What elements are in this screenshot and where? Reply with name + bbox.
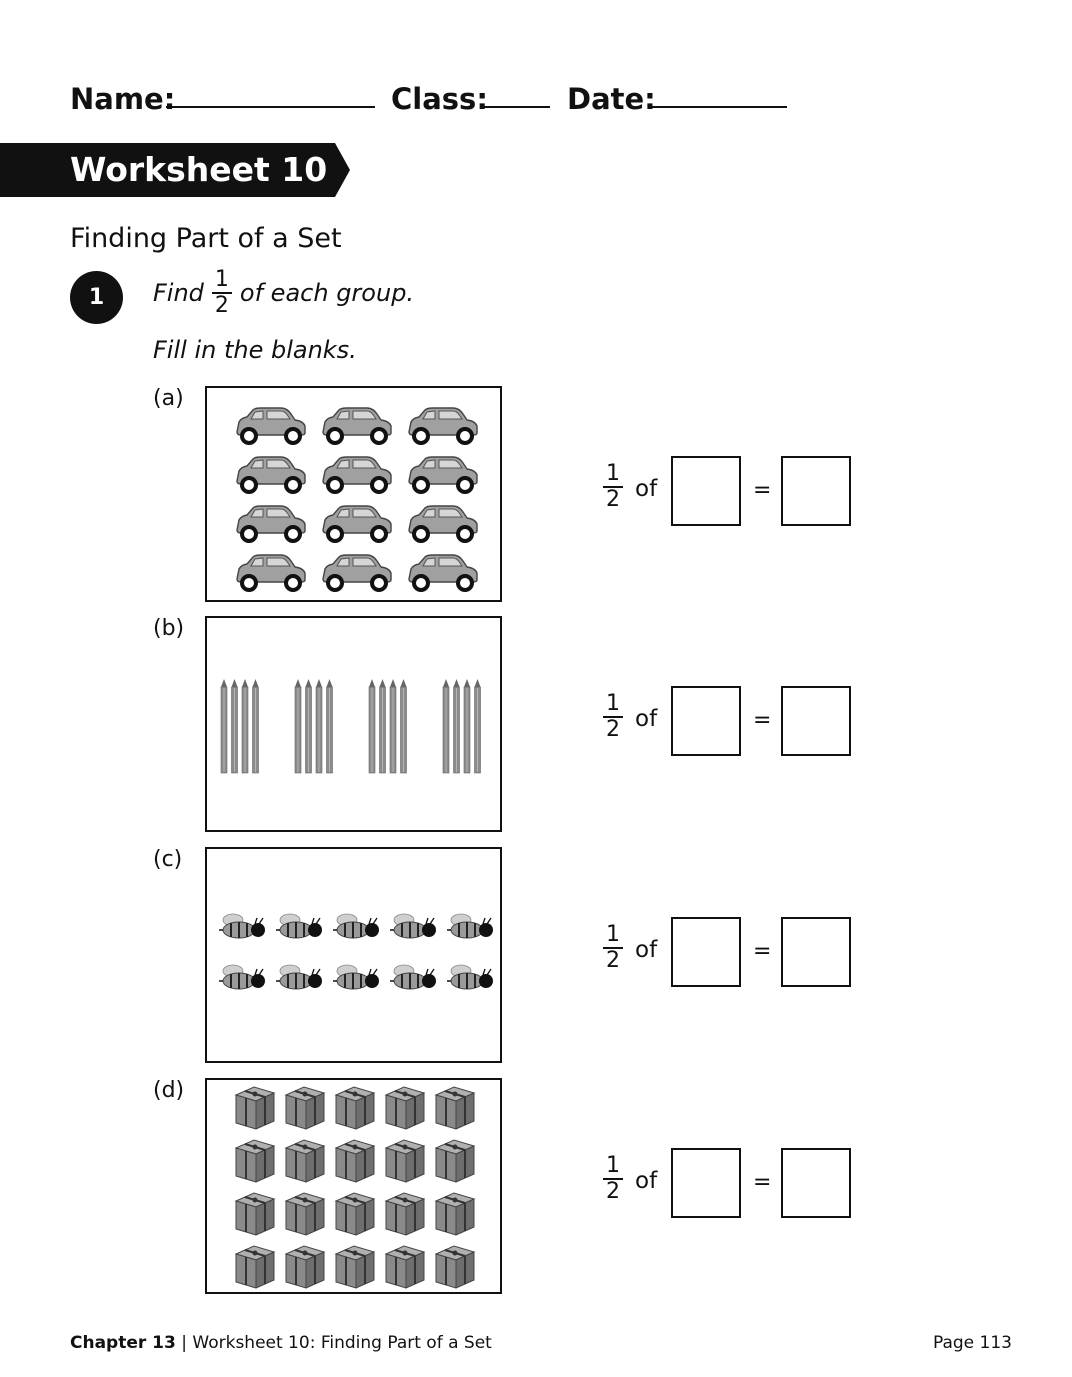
- half-fraction: [603, 923, 623, 973]
- picture-box-gift-box: [205, 1078, 502, 1294]
- half-answer-box[interactable]: [781, 456, 851, 526]
- bee-4: [390, 914, 436, 938]
- pencil-13: [443, 679, 449, 773]
- worksheet-banner: [0, 143, 335, 197]
- car-2: [323, 408, 391, 443]
- fraction-numerator: 1: [603, 923, 623, 949]
- name-field[interactable]: [166, 106, 375, 108]
- half-answer-box[interactable]: [781, 1148, 851, 1218]
- car-6: [409, 457, 477, 492]
- gift-box-15: [436, 1193, 474, 1235]
- of-word: of: [635, 1168, 658, 1194]
- car-7: [237, 506, 305, 541]
- pencil-1: [221, 679, 227, 773]
- date-field[interactable]: [649, 106, 787, 108]
- bee-group: [207, 849, 500, 1061]
- gift-box-group: [207, 1080, 500, 1292]
- part-label: (c): [153, 847, 183, 872]
- pencil-6: [306, 679, 312, 773]
- half-fraction: [603, 462, 623, 512]
- equals-sign: =: [753, 1170, 772, 1195]
- car-5: [323, 457, 391, 492]
- part-label: (d): [153, 1078, 185, 1103]
- bee-8: [333, 965, 379, 989]
- of-word: of: [635, 937, 658, 963]
- fraction-denominator: 2: [606, 717, 620, 742]
- part-label: (a): [153, 386, 184, 411]
- car-group: [207, 388, 500, 600]
- total-answer-box[interactable]: [671, 456, 741, 526]
- total-answer-box[interactable]: [671, 686, 741, 756]
- find-word: Find: [153, 279, 204, 307]
- car-9: [409, 506, 477, 541]
- bee-3: [333, 914, 379, 938]
- car-1: [237, 408, 305, 443]
- class-field[interactable]: [480, 106, 550, 108]
- gift-box-13: [336, 1193, 374, 1235]
- footer-separator: |: [181, 1333, 187, 1353]
- question-instruction-2: Fill in the blanks.: [153, 336, 357, 364]
- fraction-denominator: 2: [606, 1179, 620, 1204]
- gift-box-18: [336, 1246, 374, 1288]
- pencil-11: [390, 679, 396, 773]
- gift-box-10: [436, 1140, 474, 1182]
- question-instruction: [153, 268, 414, 318]
- gift-box-11: [236, 1193, 274, 1235]
- bee-1: [219, 914, 265, 938]
- half-answer-box[interactable]: [781, 917, 851, 987]
- gift-box-12: [286, 1193, 324, 1235]
- class-label: Class:: [391, 82, 488, 116]
- bee-5: [447, 914, 493, 938]
- picture-box-pencil: [205, 616, 502, 832]
- pencil-10: [380, 679, 386, 773]
- of-word: of: [635, 706, 658, 732]
- total-answer-box[interactable]: [671, 1148, 741, 1218]
- pencil-4: [253, 679, 259, 773]
- name-label: Name:: [70, 82, 176, 116]
- gift-box-16: [236, 1246, 274, 1288]
- car-10: [237, 555, 305, 590]
- date-label: Date:: [567, 82, 656, 116]
- half-answer-box[interactable]: [781, 686, 851, 756]
- instruction-fraction: [212, 268, 232, 318]
- gift-box-1: [236, 1087, 274, 1129]
- bee-10: [447, 965, 493, 989]
- section-title: Finding Part of a Set: [70, 223, 342, 254]
- pencil-9: [369, 679, 375, 773]
- pencil-16: [475, 679, 481, 773]
- gift-box-20: [436, 1246, 474, 1288]
- gift-box-2: [286, 1087, 324, 1129]
- bee-6: [219, 965, 265, 989]
- gift-box-9: [386, 1140, 424, 1182]
- part-label: (b): [153, 616, 185, 641]
- pencil-15: [464, 679, 470, 773]
- bee-9: [390, 965, 436, 989]
- pencil-12: [401, 679, 407, 773]
- fraction-numerator: 1: [603, 1154, 623, 1180]
- picture-box-car: [205, 386, 502, 602]
- gift-box-19: [386, 1246, 424, 1288]
- footer-chapter-info: [70, 1333, 492, 1353]
- car-8: [323, 506, 391, 541]
- pencil-3: [242, 679, 248, 773]
- instruction-rest: of each group.: [239, 279, 415, 307]
- gift-box-4: [386, 1087, 424, 1129]
- gift-box-6: [236, 1140, 274, 1182]
- pencil-14: [454, 679, 460, 773]
- banner-arrow: [335, 143, 350, 197]
- bee-7: [276, 965, 322, 989]
- gift-box-14: [386, 1193, 424, 1235]
- gift-box-5: [436, 1087, 474, 1129]
- car-3: [409, 408, 477, 443]
- half-fraction: [603, 692, 623, 742]
- fraction-denominator: 2: [606, 948, 620, 973]
- half-fraction: [603, 1154, 623, 1204]
- pencil-group: [207, 618, 500, 830]
- gift-box-8: [336, 1140, 374, 1182]
- pencil-2: [232, 679, 238, 773]
- fraction-denominator: 2: [606, 487, 620, 512]
- equals-sign: =: [753, 708, 772, 733]
- gift-box-17: [286, 1246, 324, 1288]
- fraction-denominator: 2: [214, 293, 229, 318]
- car-11: [323, 555, 391, 590]
- fraction-numerator: 1: [603, 462, 623, 488]
- total-answer-box[interactable]: [671, 917, 741, 987]
- footer-page: Page 113: [932, 1333, 1012, 1353]
- car-4: [237, 457, 305, 492]
- pencil-8: [327, 679, 333, 773]
- fraction-numerator: 1: [603, 692, 623, 718]
- footer-chapter: Chapter 13: [70, 1333, 176, 1353]
- of-word: of: [635, 476, 658, 502]
- question-number-badge: 1: [70, 271, 123, 324]
- picture-box-bee: [205, 847, 502, 1063]
- car-12: [409, 555, 477, 590]
- pencil-5: [295, 679, 301, 773]
- worksheet-title: Worksheet 10: [70, 150, 328, 189]
- equals-sign: =: [753, 478, 772, 503]
- gift-box-3: [336, 1087, 374, 1129]
- equals-sign: =: [753, 939, 772, 964]
- fraction-numerator: 1: [212, 268, 232, 294]
- footer-worksheet: Worksheet 10: Finding Part of a Set: [192, 1333, 492, 1353]
- gift-box-7: [286, 1140, 324, 1182]
- pencil-7: [316, 679, 322, 773]
- bee-2: [276, 914, 322, 938]
